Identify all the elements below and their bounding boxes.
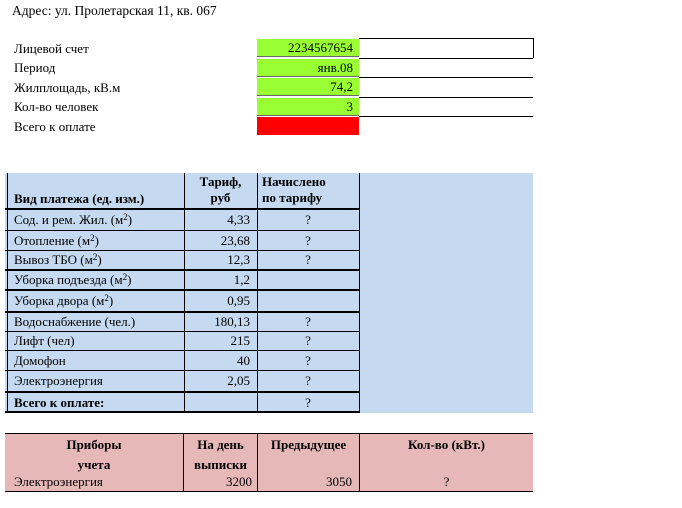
header-tariff [184, 174, 257, 206]
row-name[interactable]: Электроэнергия [14, 373, 103, 388]
row-tariff[interactable]: 180,13 [214, 314, 250, 329]
info-border-top [359, 38, 533, 39]
tariff-table-header [8, 174, 184, 208]
row-name[interactable]: Сод. и рем. Жил. $(м^2)$ [14, 212, 133, 227]
row-charged[interactable]: ? [305, 252, 311, 267]
row-name[interactable]: Домофон [14, 353, 66, 368]
info-border-2 [359, 58, 533, 59]
devices-header-meters-line1: Приборы [66, 437, 122, 452]
devices-row-amount[interactable]: ? [443, 474, 450, 489]
living-area-label: Жилплощадь, кВ.м [14, 80, 121, 95]
account-number-label: Лицевой счет [14, 41, 89, 56]
header-charged-line1: Начислено [262, 174, 326, 189]
account-number-value[interactable]: 2234567654 [257, 39, 359, 57]
header-charged [262, 174, 359, 206]
total-charged[interactable]: ? [305, 395, 311, 410]
address-line: Адрес: ул. Пролетарская 11, кв. 067 [12, 3, 217, 18]
row-name[interactable]: Уборка подъезда $(м^2)$ [14, 272, 132, 287]
row-name[interactable]: Отопление $(м^2)$ [14, 233, 99, 248]
row-charged[interactable]: ? [305, 353, 311, 368]
devices-row-previous[interactable]: 3050 [326, 474, 352, 489]
people-count-label: Кол-во человек [14, 99, 99, 114]
row-tariff[interactable]: 40 [237, 353, 250, 368]
info-border-5 [359, 116, 533, 117]
row-tariff[interactable]: 12,3 [227, 252, 250, 267]
row-name[interactable]: Лифт (чел) [14, 333, 75, 348]
row-tariff[interactable]: 4,33 [227, 212, 250, 227]
devices-border-bottom [5, 491, 533, 492]
period-label: Период [14, 60, 56, 75]
row-tariff[interactable]: 23,68 [220, 233, 250, 248]
devices-header-previous: Предыдущее [270, 437, 347, 452]
people-count-value[interactable]: 3 [257, 98, 359, 116]
header-charged-line2: по тарифу [262, 190, 323, 205]
devices-row-name: Электроэнергия [14, 474, 103, 489]
row-charged[interactable]: ? [305, 373, 311, 388]
row-tariff[interactable]: 2,05 [227, 373, 250, 388]
devices-header-meters [5, 435, 183, 475]
row-charged[interactable] [257, 270, 359, 290]
info-border-3 [359, 77, 533, 78]
grid-vline-3 [359, 173, 360, 413]
period-value[interactable]: янв.08 [257, 59, 359, 77]
row-tariff[interactable]: 215 [230, 333, 250, 348]
total-due-label: Всего к оплате [14, 119, 96, 134]
row-name[interactable]: Вывоз ТБО $(м^2)$ [14, 252, 102, 267]
row-charged[interactable] [257, 291, 359, 311]
devices-border-top [5, 433, 533, 434]
total-due-value[interactable] [257, 117, 359, 135]
row-tariff[interactable]: 1,2 [233, 272, 250, 287]
devices-header-meters-line2: учета [77, 457, 111, 472]
header-payment-type: Вид платежа (ед. изм.) [14, 191, 145, 206]
row-name[interactable]: Водоснабжение (чел.) [14, 314, 136, 329]
row-charged[interactable]: ? [305, 314, 311, 329]
row-charged[interactable]: ? [305, 233, 311, 248]
devices-header-amount: Кол-во (кВт.) [408, 437, 485, 452]
living-area-value[interactable]: 74,2 [257, 78, 359, 96]
header-tariff-line2: руб [210, 190, 231, 205]
row-charged[interactable]: ? [305, 333, 311, 348]
total-label: Всего к оплате: [14, 395, 105, 410]
header-tariff-line1: Тариф, [199, 174, 242, 189]
devices-header-current [184, 435, 257, 475]
info-border-4 [359, 97, 533, 98]
row-tariff[interactable]: 0,95 [227, 293, 250, 308]
devices-header-current-line2: выписки [194, 457, 247, 472]
devices-header-current-line1: На день [197, 437, 244, 452]
devices-row-current[interactable]: 3200 [226, 474, 252, 489]
row-charged[interactable]: ? [305, 212, 311, 227]
row-name[interactable]: Уборка двора $(м^2)$ [14, 293, 114, 308]
info-border-right [533, 38, 534, 58]
